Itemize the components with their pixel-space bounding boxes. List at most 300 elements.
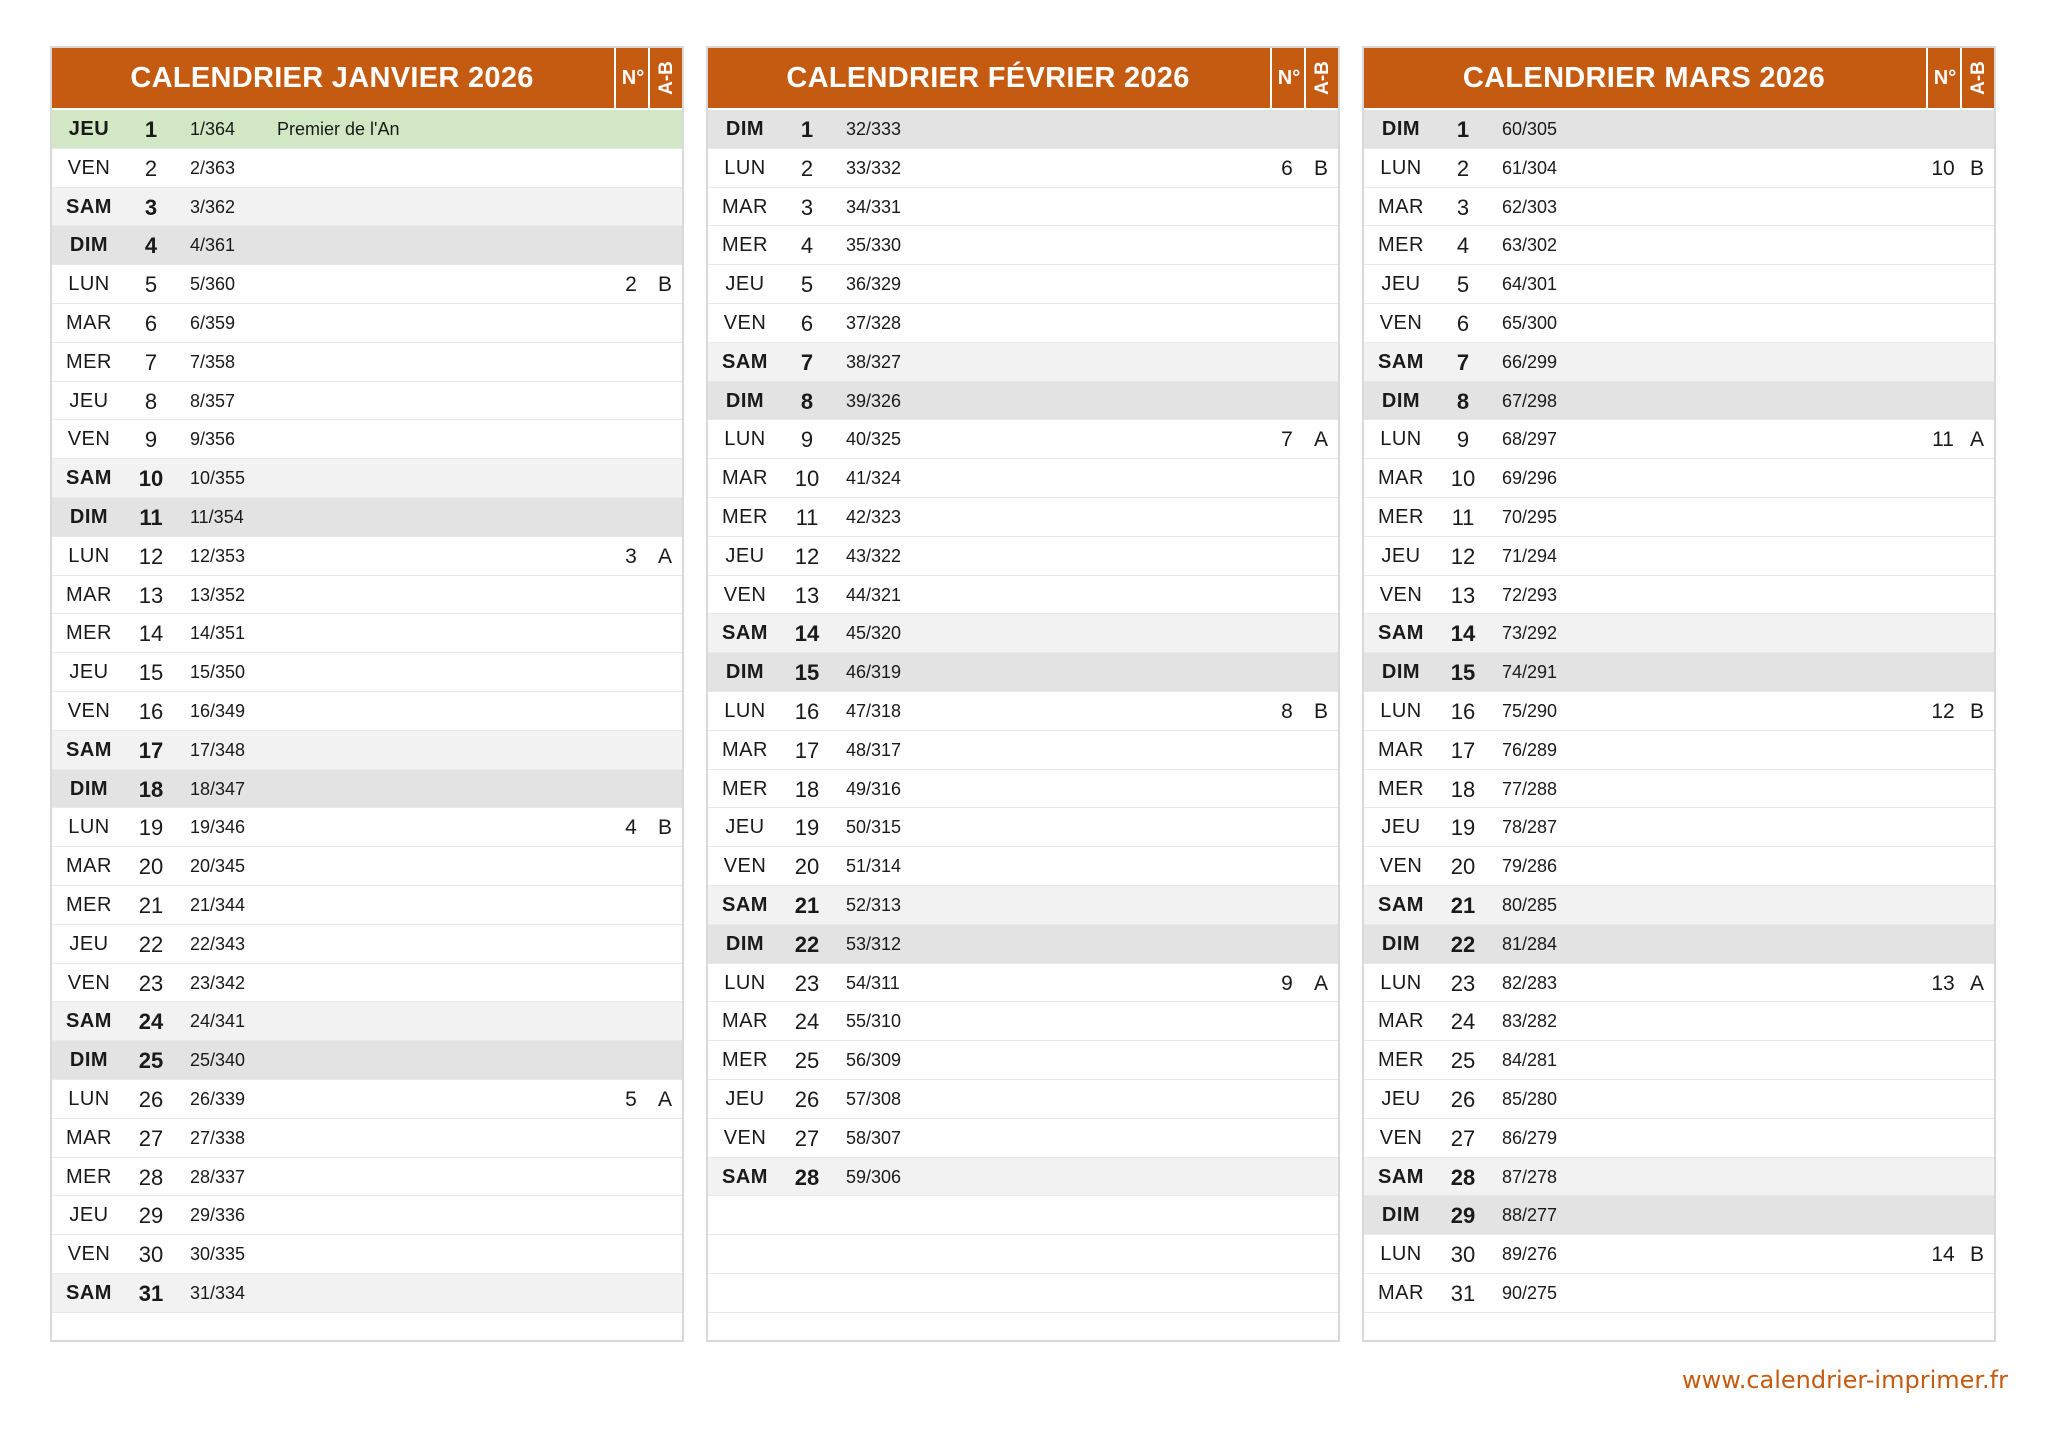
day-number: 28 [794, 1164, 820, 1190]
day-name: SAM [1378, 622, 1424, 645]
day-name: DIM [1381, 118, 1421, 140]
day-row [52, 770, 682, 809]
day-name: DIM [725, 661, 765, 684]
day-of-year: 84/281 [1502, 1050, 1558, 1071]
day-number: 7 [144, 349, 158, 375]
week-number: 4 [625, 816, 637, 840]
day-row [708, 770, 1338, 809]
day-of-year: 52/313 [846, 894, 902, 915]
day-number: 7 [800, 349, 814, 375]
day-of-year: 10/355 [190, 468, 246, 489]
ab-week: B [1969, 699, 1984, 723]
day-number: 18 [1450, 776, 1476, 802]
day-row [52, 265, 682, 304]
day-name: MER [66, 622, 112, 645]
day-name: MER [722, 1049, 768, 1072]
day-name: SAM [1378, 350, 1424, 373]
day-name: MAR [66, 1126, 112, 1149]
day-of-year: 20/345 [190, 856, 246, 877]
day-number: 10 [794, 466, 820, 492]
day-row [52, 925, 682, 964]
day-name: SAM [66, 195, 112, 218]
day-of-year: 25/340 [190, 1050, 246, 1071]
day-row [1364, 653, 1994, 692]
day-of-year: 32/333 [846, 119, 902, 139]
day-row [1364, 537, 1994, 576]
month-header [52, 48, 682, 108]
day-number: 4 [1456, 233, 1470, 259]
day-number: 15 [794, 660, 820, 686]
day-row [1364, 808, 1994, 847]
day-row [1364, 614, 1994, 653]
month-february [706, 46, 1340, 1342]
day-of-year: 57/308 [846, 1088, 902, 1109]
day-name: LUN [724, 971, 766, 994]
day-of-year: 75/290 [1502, 700, 1558, 721]
day-of-year: 48/317 [846, 739, 902, 760]
week-number-header: N° [614, 48, 650, 108]
day-name: MAR [1378, 195, 1424, 218]
day-number: 1 [144, 117, 158, 142]
day-row [1364, 149, 1994, 188]
day-number: 30 [138, 1242, 164, 1268]
day-number: 18 [794, 776, 820, 802]
day-of-year: 64/301 [1502, 274, 1558, 295]
day-number: 17 [138, 737, 164, 763]
day-of-year: 73/292 [1502, 623, 1558, 644]
day-row [708, 265, 1338, 304]
day-of-year: 49/316 [846, 778, 902, 799]
day-number: 11 [795, 504, 819, 530]
day-of-year: 43/322 [846, 545, 902, 566]
day-row [1364, 188, 1994, 227]
day-number: 5 [1456, 272, 1470, 298]
day-number: 12 [1450, 543, 1476, 569]
day-name: SAM [66, 1281, 112, 1304]
day-name: DIM [1381, 1204, 1421, 1227]
day-name: JEU [725, 816, 765, 839]
day-number: 1 [1456, 117, 1470, 142]
ab-week: B [1969, 156, 1984, 180]
day-name: VEN [723, 855, 767, 878]
day-number: 10 [138, 466, 164, 492]
day-number: 17 [1450, 737, 1476, 763]
day-number: 8 [1456, 388, 1470, 414]
day-of-year: 70/295 [1502, 506, 1558, 527]
month-header [708, 48, 1338, 108]
month-header [1364, 48, 1994, 108]
day-number: 16 [794, 698, 820, 724]
day-row [708, 847, 1338, 886]
day-name: JEU [725, 273, 765, 296]
day-name: LUN [68, 816, 110, 839]
day-number: 24 [1450, 1009, 1476, 1035]
day-row [1364, 1080, 1994, 1119]
day-row [1364, 925, 1994, 964]
day-name: JEU [69, 932, 109, 955]
day-name: MAR [1378, 1281, 1424, 1304]
day-name: LUN [68, 1087, 110, 1110]
day-name: MAR [66, 583, 112, 606]
day-name: VEN [67, 699, 111, 722]
day-of-year: 5/360 [190, 274, 236, 295]
day-row [708, 382, 1338, 421]
day-number: 2 [1456, 155, 1470, 181]
ab-week: B [1313, 699, 1328, 723]
day-of-year: 44/321 [846, 584, 902, 605]
day-name: JEU [725, 1087, 765, 1110]
day-number: 8 [800, 388, 814, 414]
day-name: JEU [725, 544, 765, 567]
day-number: 5 [800, 272, 814, 298]
ab-week: B [1969, 1243, 1984, 1267]
day-of-year: 24/341 [190, 1011, 246, 1032]
day-of-year: 27/338 [190, 1127, 246, 1148]
day-row [1364, 459, 1994, 498]
day-number: 16 [138, 698, 164, 724]
day-row [708, 110, 1338, 149]
day-of-year: 38/327 [846, 351, 902, 372]
day-row [52, 1158, 682, 1197]
day-number: 2 [144, 155, 158, 181]
day-of-year: 1/364 [190, 119, 236, 139]
day-number: 28 [1450, 1164, 1476, 1190]
ab-week: B [1313, 156, 1328, 180]
day-name: MER [66, 350, 112, 373]
day-of-year: 87/278 [1502, 1166, 1558, 1187]
week-number: 2 [625, 273, 637, 297]
month-title: CALENDRIER MARS 2026 [1462, 62, 1826, 94]
day-number: 4 [144, 233, 158, 259]
day-name: MER [66, 893, 112, 916]
day-number: 10 [1450, 466, 1476, 492]
day-row [708, 925, 1338, 964]
day-name: MER [1378, 777, 1424, 800]
day-number: 5 [144, 272, 158, 298]
day-name: LUN [68, 544, 110, 567]
day-row [708, 886, 1338, 925]
day-row [1364, 1119, 1994, 1158]
day-row [708, 808, 1338, 847]
day-number: 9 [1456, 427, 1470, 453]
day-of-year: 85/280 [1502, 1088, 1558, 1109]
day-row [52, 576, 682, 615]
day-number: 3 [1456, 194, 1470, 220]
day-of-year: 30/335 [190, 1244, 246, 1265]
day-row [52, 1274, 682, 1313]
day-row [1364, 847, 1994, 886]
day-of-year: 86/279 [1502, 1127, 1558, 1148]
day-name: MER [722, 505, 768, 528]
day-row [1364, 304, 1994, 343]
day-name: VEN [1379, 311, 1423, 334]
holiday-label: Premier de l'An [277, 119, 400, 139]
day-row [708, 692, 1338, 731]
day-number: 16 [1450, 698, 1476, 724]
day-of-year: 19/346 [190, 817, 246, 838]
website-link[interactable]: www.calendrier-imprimer.fr [1682, 1366, 2008, 1394]
day-name: SAM [1378, 893, 1424, 916]
day-of-year: 90/275 [1502, 1282, 1558, 1303]
day-row [708, 1119, 1338, 1158]
day-row [1364, 886, 1994, 925]
day-row [1364, 1002, 1994, 1041]
week-number-header: N° [1270, 48, 1306, 108]
day-of-year: 23/342 [190, 972, 246, 993]
day-of-year: 63/302 [1502, 235, 1558, 256]
day-name: JEU [69, 1204, 109, 1227]
day-name: MAR [1378, 467, 1424, 490]
day-number: 15 [1450, 660, 1476, 686]
day-of-year: 39/326 [846, 390, 902, 411]
day-number: 13 [138, 582, 164, 608]
day-name: LUN [1380, 428, 1422, 451]
day-name: SAM [722, 1165, 768, 1188]
day-number: 22 [138, 931, 164, 957]
day-of-year: 82/283 [1502, 972, 1558, 993]
day-number: 6 [144, 310, 158, 336]
day-of-year: 21/344 [190, 894, 246, 915]
day-of-year: 59/306 [846, 1166, 902, 1187]
day-number: 11 [139, 504, 163, 530]
day-of-year: 67/298 [1502, 390, 1558, 411]
day-name: MAR [1378, 1010, 1424, 1033]
day-row [52, 1041, 682, 1080]
day-row [708, 149, 1338, 188]
day-number: 14 [794, 621, 820, 647]
day-of-year: 61/304 [1502, 157, 1558, 178]
day-number: 13 [794, 582, 820, 608]
day-name: SAM [722, 350, 768, 373]
day-row [708, 731, 1338, 770]
day-name: MAR [66, 855, 112, 878]
day-name: SAM [1378, 1165, 1424, 1188]
day-name: JEU [1381, 273, 1421, 296]
day-name: DIM [69, 777, 109, 800]
day-of-year: 71/294 [1502, 545, 1558, 566]
day-name: VEN [1379, 583, 1423, 606]
ab-week-header-label: A-B [1312, 61, 1333, 95]
day-row [52, 1119, 682, 1158]
day-name: JEU [1381, 816, 1421, 839]
day-name: VEN [1379, 1126, 1423, 1149]
day-name: DIM [725, 932, 765, 955]
day-of-year: 81/284 [1502, 933, 1558, 954]
day-of-year: 14/351 [190, 623, 246, 644]
day-name: VEN [67, 156, 111, 179]
ab-week-header-label: A-B [656, 61, 677, 95]
day-number: 25 [1450, 1048, 1476, 1074]
day-name: LUN [724, 428, 766, 451]
day-of-year: 56/309 [846, 1050, 902, 1071]
day-row [1364, 731, 1994, 770]
day-row [1364, 110, 1994, 149]
day-number: 24 [794, 1009, 820, 1035]
day-number: 4 [800, 233, 814, 259]
day-number: 9 [800, 427, 814, 453]
week-number: 5 [625, 1087, 637, 1111]
day-of-year: 33/332 [846, 157, 902, 178]
day-number: 27 [1450, 1125, 1476, 1151]
day-of-year: 62/303 [1502, 196, 1558, 217]
day-row [708, 1002, 1338, 1041]
day-name: MER [722, 234, 768, 257]
ab-week-header-label: A-B [1968, 61, 1989, 95]
day-name: DIM [69, 1049, 109, 1072]
day-row [708, 226, 1338, 265]
day-of-year: 4/361 [190, 235, 236, 256]
day-row [52, 459, 682, 498]
day-name: JEU [1381, 544, 1421, 567]
day-row [708, 1041, 1338, 1080]
day-row [1364, 1235, 1994, 1274]
day-row [1364, 265, 1994, 304]
day-of-year: 66/299 [1502, 351, 1558, 372]
day-of-year: 3/362 [190, 196, 236, 217]
day-number: 27 [138, 1125, 164, 1151]
day-name: VEN [723, 311, 767, 334]
day-name: LUN [1380, 1243, 1422, 1266]
day-number: 20 [794, 854, 820, 880]
day-of-year: 18/347 [190, 778, 246, 799]
day-row [1364, 382, 1994, 421]
day-of-year: 77/288 [1502, 778, 1558, 799]
day-of-year: 35/330 [846, 235, 902, 256]
day-row [1364, 1041, 1994, 1080]
day-name: SAM [722, 893, 768, 916]
day-of-year: 53/312 [846, 933, 902, 954]
week-number: 11 [1932, 428, 1954, 452]
day-row [1364, 964, 1994, 1003]
day-row [708, 614, 1338, 653]
day-number: 2 [800, 155, 814, 181]
day-row [708, 653, 1338, 692]
day-of-year: 74/291 [1502, 662, 1558, 683]
day-row [52, 304, 682, 343]
ab-week: B [657, 816, 672, 840]
day-row [52, 964, 682, 1003]
day-of-year: 50/315 [846, 817, 902, 838]
day-name: DIM [725, 389, 765, 412]
day-of-year: 8/357 [190, 390, 236, 411]
day-row [52, 188, 682, 227]
day-name: VEN [67, 1243, 111, 1266]
day-row [708, 1158, 1338, 1197]
day-of-year: 26/339 [190, 1088, 246, 1109]
day-of-year: 88/277 [1502, 1205, 1558, 1226]
ab-week: A [1313, 971, 1328, 995]
day-number: 19 [794, 815, 820, 841]
month-title: CALENDRIER JANVIER 2026 [130, 62, 534, 94]
day-number: 19 [1450, 815, 1476, 841]
month-january [50, 46, 684, 1342]
day-number: 9 [144, 427, 158, 453]
day-name: DIM [69, 505, 109, 528]
day-number: 7 [1456, 349, 1470, 375]
day-of-year: 34/331 [846, 196, 902, 217]
day-number: 15 [138, 660, 164, 686]
day-row [52, 226, 682, 265]
day-number: 23 [138, 970, 164, 996]
day-row [52, 1002, 682, 1041]
week-number: 14 [1931, 1243, 1955, 1267]
day-number: 21 [1450, 892, 1476, 918]
day-of-year: 83/282 [1502, 1011, 1558, 1032]
week-number-header: N° [1926, 48, 1962, 108]
month-march [1362, 46, 1996, 1342]
day-of-year: 15/350 [190, 662, 246, 683]
day-of-year: 36/329 [846, 274, 902, 295]
day-of-year: 11/354 [190, 506, 244, 527]
day-number: 12 [794, 543, 820, 569]
day-name: DIM [1381, 389, 1421, 412]
ab-week: A [1313, 428, 1328, 452]
day-name: VEN [723, 583, 767, 606]
week-number: 8 [1281, 699, 1293, 723]
day-row [52, 1196, 682, 1235]
day-number: 29 [1450, 1203, 1476, 1229]
day-row [708, 576, 1338, 615]
day-name: MER [1378, 1049, 1424, 1072]
day-row [708, 964, 1338, 1003]
day-number: 24 [138, 1009, 164, 1035]
day-row [52, 498, 682, 537]
day-number: 18 [138, 776, 164, 802]
day-name: MAR [722, 1010, 768, 1033]
day-row [1364, 420, 1994, 459]
day-of-year: 47/318 [846, 700, 902, 721]
day-number: 6 [800, 310, 814, 336]
day-row [52, 343, 682, 382]
day-name: JEU [1381, 1087, 1421, 1110]
day-number: 6 [1456, 310, 1470, 336]
day-number: 20 [138, 854, 164, 880]
ab-week: A [657, 544, 672, 568]
day-number: 28 [138, 1164, 164, 1190]
day-row [708, 498, 1338, 537]
day-number: 29 [138, 1203, 164, 1229]
day-number: 3 [800, 194, 814, 220]
day-name: MAR [722, 467, 768, 490]
day-of-year: 7/358 [190, 351, 236, 372]
day-of-year: 16/349 [190, 700, 246, 721]
day-of-year: 51/314 [846, 856, 902, 877]
day-row [52, 808, 682, 847]
day-name: JEU [69, 661, 109, 684]
day-of-year: 76/289 [1502, 739, 1558, 760]
day-of-year: 41/324 [846, 468, 902, 489]
day-of-year: 29/336 [190, 1205, 246, 1226]
week-number: 9 [1281, 971, 1293, 995]
day-row [1364, 1196, 1994, 1235]
day-row [52, 1080, 682, 1119]
day-row [52, 382, 682, 421]
day-of-year: 54/311 [846, 972, 900, 993]
day-row [52, 537, 682, 576]
day-name: SAM [722, 622, 768, 645]
day-row [52, 847, 682, 886]
day-name: MAR [66, 311, 112, 334]
day-name: MAR [722, 738, 768, 761]
day-of-year: 46/319 [846, 662, 902, 683]
day-of-year: 6/359 [190, 312, 236, 333]
day-name: LUN [68, 273, 110, 296]
day-row [708, 304, 1338, 343]
day-name: DIM [1381, 932, 1421, 955]
ab-week: A [657, 1087, 672, 1111]
day-number: 3 [144, 194, 158, 220]
day-of-year: 69/296 [1502, 468, 1558, 489]
